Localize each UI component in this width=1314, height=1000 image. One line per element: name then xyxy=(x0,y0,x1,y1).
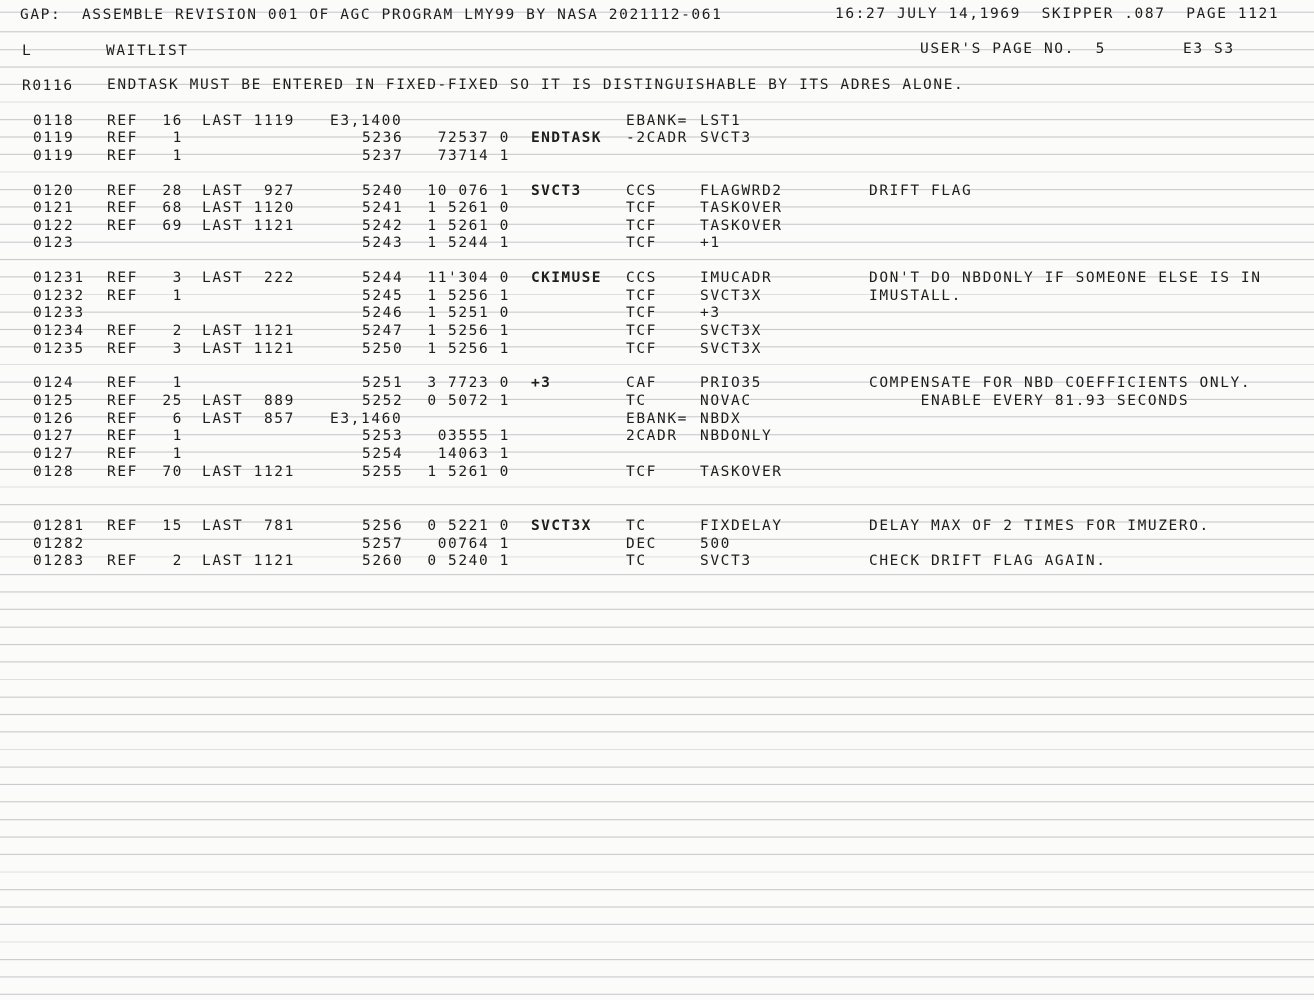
last-ref: LAST 857 xyxy=(202,411,295,427)
octal-word: 3 7723 0 xyxy=(427,375,510,391)
ref-count: 70 xyxy=(162,464,183,480)
location: 5250 xyxy=(362,341,404,357)
location: 5242 xyxy=(362,218,404,234)
ref-count: 1 xyxy=(172,446,183,462)
ref-keyword: REF xyxy=(107,183,138,199)
ref-count: 1 xyxy=(172,288,183,304)
ebank-address: E3,1400 xyxy=(330,113,403,129)
operand: +1 xyxy=(700,235,721,251)
location: 5253 xyxy=(362,428,404,444)
octal-word: 1 5256 1 xyxy=(427,323,510,339)
location: 5245 xyxy=(362,288,404,304)
ref-count: 1 xyxy=(172,148,183,164)
line-seq: 0119 xyxy=(33,130,75,146)
line-seq: 0119 xyxy=(33,148,75,164)
operand: TASKOVER xyxy=(700,200,783,216)
ref-count: 1 xyxy=(172,375,183,391)
opcode: TCF xyxy=(626,464,657,480)
operand: PRIO35 xyxy=(700,375,762,391)
operand: IMUCADR xyxy=(700,270,773,286)
ref-keyword: REF xyxy=(107,393,138,409)
location: 5244 xyxy=(362,270,404,286)
location: 5241 xyxy=(362,200,404,216)
operand: SVCT3 xyxy=(700,130,752,146)
operand: TASKOVER xyxy=(700,218,783,234)
octal-word: 03555 1 xyxy=(437,428,510,444)
last-ref: LAST 889 xyxy=(202,393,295,409)
opcode: TCF xyxy=(626,200,657,216)
opcode: EBANK= xyxy=(626,113,688,129)
ref-keyword: REF xyxy=(107,218,138,234)
ref-count: 3 xyxy=(172,270,183,286)
ref-keyword: REF xyxy=(107,446,138,462)
octal-word: 00764 1 xyxy=(437,536,510,552)
ref-keyword: REF xyxy=(107,130,138,146)
octal-word: 1 5261 0 xyxy=(427,200,510,216)
opcode: TC xyxy=(626,393,647,409)
opcode: -2CADR xyxy=(626,130,688,146)
opcode: TC xyxy=(626,553,647,569)
ref-keyword: REF xyxy=(107,428,138,444)
ebank-address: E3,1460 xyxy=(330,411,403,427)
opcode: CCS xyxy=(626,183,657,199)
last-ref: LAST 1121 xyxy=(202,341,295,357)
last-ref: LAST 1120 xyxy=(202,200,295,216)
last-ref: LAST 1119 xyxy=(202,113,295,129)
location: 5240 xyxy=(362,183,404,199)
comment: COMPENSATE FOR NBD COEFFICIENTS ONLY. xyxy=(869,375,1252,391)
remark-label: R0116 xyxy=(22,78,74,94)
last-ref: LAST 1121 xyxy=(202,218,295,234)
label: SVCT3 xyxy=(531,183,582,199)
ref-keyword: REF xyxy=(107,288,138,304)
octal-word: 1 5256 1 xyxy=(427,288,510,304)
opcode: TCF xyxy=(626,341,657,357)
label: SVCT3X xyxy=(531,518,592,534)
last-ref: LAST 1121 xyxy=(202,464,295,480)
line-seq: 01283 xyxy=(33,553,85,569)
operand: FLAGWRD2 xyxy=(700,183,783,199)
octal-word: 0 5240 1 xyxy=(427,553,510,569)
line-seq: 0122 xyxy=(33,218,75,234)
label: CKIMUSE xyxy=(531,270,602,286)
operand: FIXDELAY xyxy=(700,518,783,534)
comment: CHECK DRIFT FLAG AGAIN. xyxy=(869,553,1107,569)
line-seq: 0121 xyxy=(33,200,75,216)
octal-word: 1 5261 0 xyxy=(427,464,510,480)
ref-count: 25 xyxy=(162,393,183,409)
ref-count: 16 xyxy=(162,113,183,129)
comment: ENABLE EVERY 81.93 SECONDS xyxy=(869,393,1190,409)
operand: SVCT3 xyxy=(700,553,752,569)
octal-word: 1 5256 1 xyxy=(427,341,510,357)
ref-count: 68 xyxy=(162,200,183,216)
octal-word: 14063 1 xyxy=(437,446,510,462)
header-right: 16:27 JULY 14,1969 SKIPPER .087 PAGE 1121 xyxy=(835,6,1280,22)
opcode: DEC xyxy=(626,536,657,552)
opcode: CCS xyxy=(626,270,657,286)
opcode: TCF xyxy=(626,235,657,251)
line-seq: 01233 xyxy=(33,305,85,321)
ref-keyword: REF xyxy=(107,518,138,534)
opcode: 2CADR xyxy=(626,428,678,444)
location: 5236 xyxy=(362,130,404,146)
operand: +3 xyxy=(700,305,721,321)
last-ref: LAST 927 xyxy=(202,183,295,199)
line-seq: 0120 xyxy=(33,183,75,199)
operand: LST1 xyxy=(700,113,742,129)
line-seq: 01235 xyxy=(33,341,85,357)
ref-count: 3 xyxy=(172,341,183,357)
location: 5260 xyxy=(362,553,404,569)
location: 5237 xyxy=(362,148,404,164)
comment: DON'T DO NBDONLY IF SOMEONE ELSE IS IN xyxy=(869,270,1262,286)
comment: DELAY MAX OF 2 TIMES FOR IMUZERO. xyxy=(869,518,1210,534)
location: 5255 xyxy=(362,464,404,480)
user-page-number: USER'S PAGE NO. 5 xyxy=(920,41,1106,57)
location: 5254 xyxy=(362,446,404,462)
location: 5252 xyxy=(362,393,404,409)
ref-keyword: REF xyxy=(107,270,138,286)
octal-word: 0 5072 1 xyxy=(427,393,510,409)
octal-word: 72537 0 xyxy=(437,130,510,146)
bank-indicator: E3 S3 xyxy=(1183,41,1235,57)
location: 5243 xyxy=(362,235,404,251)
opcode: TCF xyxy=(626,288,657,304)
operand: SVCT3X xyxy=(700,288,762,304)
ref-count: 2 xyxy=(172,323,183,339)
line-seq: 01231 xyxy=(33,270,85,286)
ref-keyword: REF xyxy=(107,200,138,216)
operand: 500 xyxy=(700,536,731,552)
last-ref: LAST 781 xyxy=(202,518,295,534)
line-seq: 0127 xyxy=(33,428,75,444)
section-title: WAITLIST xyxy=(106,43,189,59)
line-seq: 0124 xyxy=(33,375,75,391)
line-seq: 01281 xyxy=(33,518,85,534)
location: 5251 xyxy=(362,375,404,391)
ref-count: 1 xyxy=(172,428,183,444)
last-ref: LAST 222 xyxy=(202,270,295,286)
ref-keyword: REF xyxy=(107,323,138,339)
operand: NBDX xyxy=(700,411,742,427)
ref-count: 1 xyxy=(172,130,183,146)
opcode: TCF xyxy=(626,218,657,234)
opcode: TC xyxy=(626,518,647,534)
header-left: GAP: ASSEMBLE REVISION 001 OF AGC PROGRAM LMY99 BY NASA 2021112-061 xyxy=(20,7,723,23)
opcode: CAF xyxy=(626,375,657,391)
ref-keyword: REF xyxy=(107,553,138,569)
octal-word: 0 5221 0 xyxy=(427,518,510,534)
octal-word: 1 5244 1 xyxy=(427,235,510,251)
line-seq: 0125 xyxy=(33,393,75,409)
location: 5246 xyxy=(362,305,404,321)
operand: NBDONLY xyxy=(700,428,773,444)
last-ref: LAST 1121 xyxy=(202,323,295,339)
remark-text: ENDTASK MUST BE ENTERED IN FIXED-FIXED SO IT IS DISTINGUISHABLE BY ITS ADRES ALONE. xyxy=(107,77,965,93)
line-seq: 01282 xyxy=(33,536,85,552)
line-seq: 01232 xyxy=(33,288,85,304)
octal-word: 1 5261 0 xyxy=(427,218,510,234)
comment: DRIFT FLAG xyxy=(869,183,973,199)
label: ENDTASK xyxy=(531,130,602,146)
ref-count: 69 xyxy=(162,218,183,234)
line-seq: 0123 xyxy=(33,235,75,251)
opcode: EBANK= xyxy=(626,411,688,427)
ref-keyword: REF xyxy=(107,464,138,480)
ref-count: 15 xyxy=(162,518,183,534)
octal-word: 10 076 1 xyxy=(427,183,510,199)
location: 5247 xyxy=(362,323,404,339)
ref-keyword: REF xyxy=(107,148,138,164)
ref-count: 6 xyxy=(172,411,183,427)
ref-count: 2 xyxy=(172,553,183,569)
opcode: TCF xyxy=(626,323,657,339)
line-seq: 0118 xyxy=(33,113,75,129)
line-seq: 0126 xyxy=(33,411,75,427)
location: 5257 xyxy=(362,536,404,552)
operand: TASKOVER xyxy=(700,464,783,480)
label: +3 xyxy=(531,375,552,391)
last-ref: LAST 1121 xyxy=(202,553,295,569)
octal-word: 73714 1 xyxy=(437,148,510,164)
line-seq: 0127 xyxy=(33,446,75,462)
operand: SVCT3X xyxy=(700,341,762,357)
comment: IMUSTALL. xyxy=(869,288,962,304)
opcode: TCF xyxy=(626,305,657,321)
ref-keyword: REF xyxy=(107,113,138,129)
subheader-code: L xyxy=(22,43,33,59)
ref-count: 28 xyxy=(162,183,183,199)
octal-word: 11'304 0 xyxy=(427,270,510,286)
ref-keyword: REF xyxy=(107,411,138,427)
operand: NOVAC xyxy=(700,393,752,409)
location: 5256 xyxy=(362,518,404,534)
ref-keyword: REF xyxy=(107,341,138,357)
operand: SVCT3X xyxy=(700,323,762,339)
line-seq: 01234 xyxy=(33,323,85,339)
line-seq: 0128 xyxy=(33,464,75,480)
octal-word: 1 5251 0 xyxy=(427,305,510,321)
ref-keyword: REF xyxy=(107,375,138,391)
